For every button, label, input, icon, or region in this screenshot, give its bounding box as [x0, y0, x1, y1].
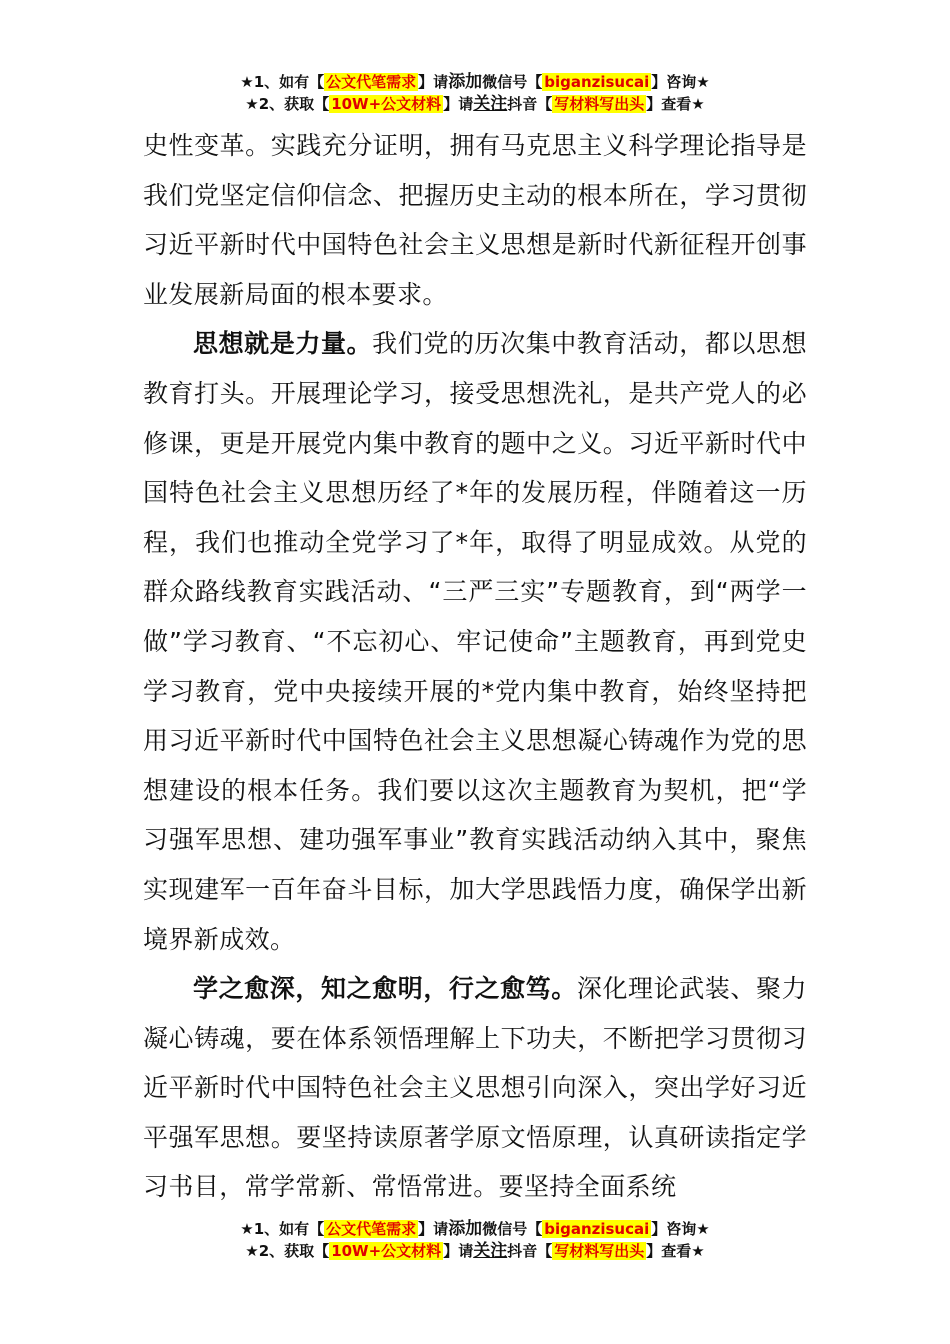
- banner-text: 】咨询★: [651, 73, 710, 91]
- paragraph-2: [143, 319, 807, 964]
- paragraph-3: [143, 964, 807, 1212]
- banner-text: ★2、获取【: [245, 1242, 330, 1260]
- paragraph-2-body: 我们党的历次集中教育活动，都以思想教育打头。开展理论学习，接受思想洗礼，是共产党人的必修课，更是开展党内集中教育的题中之义。习近平新时代中国特色社会主义思想历经了*年的发展历程，伴随着这一历程，我们也推动全党学习了*年，取得了明显成效。从党的群众路线教育实践活动、“三严三实”专题教育，到“两学一做”学习教育、“不忘初心、牢记使命”主题教育，再到党史学习教育，党中央接续开展的*党内集中教育，始终坚持把用习近平新时代中国特色社会主义思想凝心铸魂作为党的思想建设的根本任务。我们要以这次主题教育为契机，把“学习强军思想、建功强军事业”教育实践活动纳入其中，聚焦实现建军一百年奋斗目标，加大学思践悟力度，确保学出新境界新成效。: [143, 329, 807, 954]
- banner-highlight: 10W+公文材料: [331, 95, 442, 113]
- banner-emphasis: 关注: [473, 94, 508, 114]
- banner-text: 】咨询★: [651, 1220, 710, 1238]
- paragraph-1: 史性变革。实践充分证明，拥有马克思主义科学理论指导是我们党坚定信仰信念、把握历史主动的根本所在，学习贯彻习近平新时代中国特色社会主义思想是新时代新征程开创事业发展新局面的根本要求。: [143, 131, 807, 309]
- banner-text: 】查看★: [646, 1242, 705, 1260]
- paragraph-3-lead: 学之愈深，知之愈明，行之愈笃。: [193, 974, 577, 1004]
- banner-text: 】请: [418, 1220, 449, 1238]
- banner-text: 微信号【: [482, 1220, 543, 1238]
- banner-emphasis: 添加: [448, 72, 483, 92]
- banner-line-1: [0, 71, 950, 93]
- banner-emphasis: 添加: [448, 1219, 483, 1239]
- banner-text: ★1、如有【: [240, 1220, 325, 1238]
- banner-text: 】请: [418, 73, 449, 91]
- footer-banner: [0, 1218, 950, 1262]
- header-banner: [0, 71, 950, 115]
- banner-highlight: 公文代笔需求: [326, 1220, 417, 1238]
- banner-emphasis: 关注: [473, 1241, 508, 1261]
- document-body: [143, 121, 807, 1212]
- banner-line-1: [0, 1218, 950, 1240]
- banner-line-2: [0, 1240, 950, 1262]
- banner-text: 】请: [443, 95, 474, 113]
- banner-line-2: [0, 93, 950, 115]
- banner-text: ★1、如有【: [240, 73, 325, 91]
- banner-text: ★2、获取【: [245, 95, 330, 113]
- banner-wechat-id: biganzisucai: [544, 73, 650, 91]
- banner-text: 微信号【: [482, 73, 543, 91]
- paragraph-3-body: 深化理论武装、聚力凝心铸魂，要在体系领悟理解上下功夫，不断把学习贯彻习近平新时代中国特色社会主义思想引向深入，突出学好习近平强军思想。要坚持读原著学原文悟原理，认真研读指定学习书目，常学常新、常悟常进。要坚持全面系统: [143, 974, 807, 1202]
- banner-highlight: 10W+公文材料: [331, 1242, 442, 1260]
- banner-wechat-id: biganzisucai: [544, 1220, 650, 1238]
- banner-douyin-account: 写材料写出头: [554, 95, 645, 113]
- banner-text: 】查看★: [646, 95, 705, 113]
- banner-highlight: 公文代笔需求: [326, 73, 417, 91]
- banner-douyin-account: 写材料写出头: [554, 1242, 645, 1260]
- paragraph-2-lead: 思想就是力量。: [193, 329, 373, 359]
- banner-text: 抖音【: [507, 1242, 553, 1260]
- banner-text: 】请: [443, 1242, 474, 1260]
- banner-text: 抖音【: [507, 95, 553, 113]
